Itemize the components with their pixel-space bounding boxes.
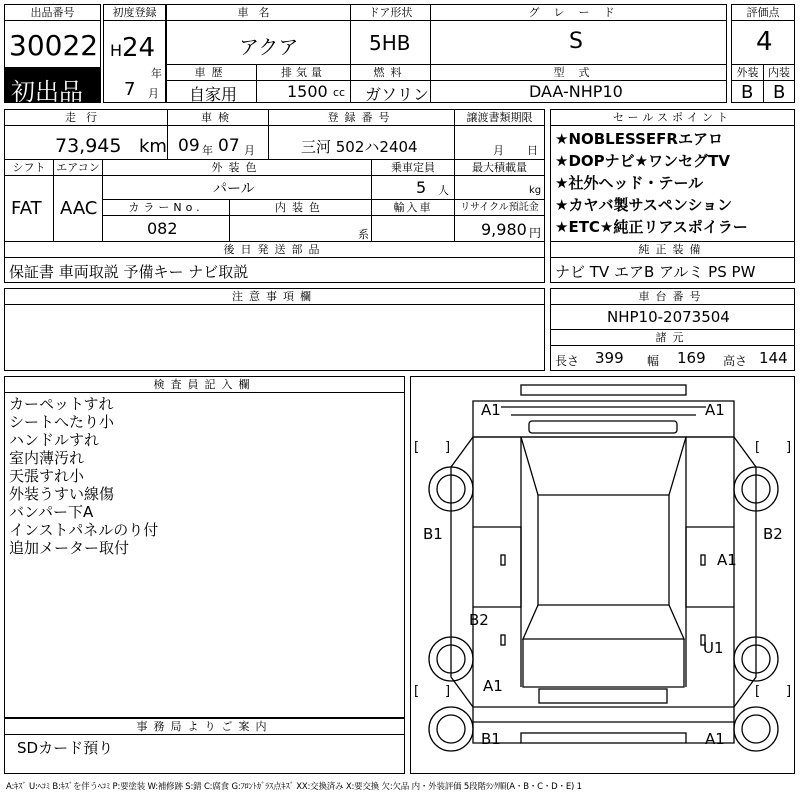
car-diagram: [411, 377, 795, 774]
office-label: 事務局よりご案内: [4, 718, 405, 735]
ac-cell: [53, 175, 103, 242]
lot-number: 30022: [9, 29, 99, 62]
inspection-month: 07: [218, 136, 240, 156]
width: 169: [677, 349, 706, 367]
office-note: SDカード預り: [17, 739, 114, 757]
chassis-number: NHP10-2073504: [607, 308, 730, 326]
first-reg-label: 初度登録: [103, 4, 166, 21]
displacement: 1500: [287, 82, 328, 101]
first-listing: 初出品: [11, 78, 83, 103]
history-label: 車歴: [166, 64, 257, 81]
mark-left-rear-door: B2: [469, 611, 489, 629]
recycle-label: リサイクル預託金: [454, 199, 545, 216]
length: 399: [595, 349, 624, 367]
bracket-right-rear: [: [755, 684, 761, 699]
interior: B: [773, 82, 786, 103]
history-cell: [166, 80, 257, 103]
color-no-cell: [102, 215, 230, 242]
grade-label: グレード: [430, 4, 727, 21]
plate: 三河 502ハ2404: [301, 138, 418, 156]
displacement-cell: [256, 80, 351, 103]
inspector-item-1: カーペットすれ: [9, 395, 114, 413]
transfer-day-unit: 日: [527, 144, 538, 157]
model-label: 型式: [430, 64, 727, 81]
inspector-item-9: 追加メーター取付: [9, 539, 130, 557]
bracket-left-front-close: ]: [445, 440, 451, 455]
recycle: 9,980: [481, 220, 527, 239]
sales-points-label: セールスポイント: [550, 109, 795, 126]
mileage: 73,945: [55, 135, 122, 157]
inspector-item-5: 天張すれ小: [9, 467, 85, 485]
mark-right-mid: A1: [717, 551, 737, 569]
mark-right-rear: U1: [703, 639, 724, 657]
plate-label: 登録番号: [268, 109, 455, 126]
capacity-unit: 人: [438, 184, 449, 197]
shift-cell: [4, 175, 54, 242]
model-cell: [430, 80, 727, 103]
bracket-right-front-close: ]: [786, 440, 792, 455]
first-reg-cell: [103, 20, 166, 103]
height: 144: [759, 349, 788, 367]
bracket-right-front: [: [755, 440, 761, 455]
dims-box: [550, 345, 795, 371]
later-parts-box: [4, 257, 545, 283]
length-label: 長さ: [555, 354, 580, 368]
score-cell: [731, 20, 795, 65]
exterior-cell: [731, 80, 764, 103]
score: 4: [756, 27, 773, 57]
mark-front-right: A1: [705, 401, 725, 419]
inspector-item-7: バンパー下A: [9, 503, 94, 521]
mark-front-left: A1: [481, 401, 501, 419]
reg-month: 7: [124, 79, 136, 100]
mark-rear-right: A1: [705, 730, 725, 748]
displacement-unit: cc: [333, 86, 346, 99]
capacity-cell: [371, 175, 455, 200]
notes-label: 注意事項欄: [4, 288, 545, 305]
sales-point-3: ★社外ヘッド・テール: [555, 174, 704, 192]
door-label: ドア形状: [350, 4, 431, 21]
legend: A:ｷｽﾞ U:ﾍｺﾐ B:ｷｽﾞを伴うﾍｺﾐ P:要塗装 W:補修跡 S:錆 C:腐食 G:ﾌﾛﾝﾄｶﾞﾗｽ点ｷｽﾞ XX:交換済み X:要交換 欠:欠品 内・外装評価 5段階ﾗﾝｸ順(A・B・C・D・E) 1: [6, 782, 582, 792]
recycle-cell: [454, 215, 545, 242]
exterior: B: [741, 82, 754, 103]
chassis-label: 車台番号: [550, 288, 795, 305]
inspection-label: 車検: [167, 109, 269, 126]
first-listing-badge: [4, 67, 101, 103]
inspector-item-6: 外装うすい線傷: [9, 485, 115, 503]
car-name: アクア: [239, 35, 299, 59]
genuine-box: [550, 257, 795, 283]
bracket-left-front: [: [414, 440, 420, 455]
sales-point-1: ★NOBLESSEFRエアロ: [555, 130, 723, 148]
mark-left-rear: A1: [483, 677, 503, 695]
score-label: 評価点: [731, 4, 795, 21]
bracket-left-rear-close: ]: [445, 684, 451, 699]
inspector-box: [4, 392, 405, 718]
reg-month-unit: 月: [148, 87, 159, 100]
inspector-item-2: シートへたり小: [9, 413, 115, 431]
transfer-label: 譲渡書類期限: [454, 109, 545, 126]
mark-left-door: B1: [423, 525, 443, 543]
inspector-item-3: ハンドルすれ: [9, 431, 100, 449]
door: 5HB: [369, 31, 411, 55]
interior-cell: [763, 80, 795, 103]
ac-label: エアコン: [53, 159, 103, 176]
sales-points-box: [550, 125, 795, 242]
grade-cell: [430, 20, 727, 65]
inspector-item-4: 室内薄汚れ: [9, 449, 85, 467]
fuel-cell: [350, 80, 431, 103]
history: 自家用: [189, 85, 238, 103]
load-cell: [454, 175, 545, 200]
load-label: 最大積載量: [454, 159, 545, 176]
transfer-month-unit: 月: [493, 144, 504, 157]
bracket-left-rear: [: [414, 684, 420, 699]
color-no-label: カラーNo.: [102, 199, 230, 216]
later-parts-label: 後日発送部品: [4, 241, 545, 258]
sales-point-2: ★DOPナビ★ワンセグTV: [555, 152, 730, 170]
door-cell: [350, 20, 431, 65]
import-cell: [371, 215, 455, 242]
dims-label: 諸元: [550, 329, 795, 346]
car-name-cell: [166, 20, 351, 65]
lot-label: 出品番号: [4, 4, 101, 21]
load-unit: kg: [529, 185, 542, 196]
mark-rear-left: B1: [481, 730, 501, 748]
recycle-unit: 円: [529, 226, 542, 240]
office-box: [4, 734, 405, 774]
genuine-label: 純正装備: [550, 241, 795, 258]
displacement-label: 排気量: [256, 64, 351, 81]
inspection-year-unit: 年: [202, 144, 213, 157]
notes-box: [4, 304, 545, 371]
inspection-year: 09: [178, 136, 200, 156]
model: DAA-NHP10: [529, 82, 623, 101]
exterior-label: 外装: [731, 64, 764, 81]
chassis-box: [550, 304, 795, 330]
lot-number-cell: [4, 20, 101, 68]
capacity: 5: [416, 178, 427, 197]
genuine: ナビ TV エアB アルミ PS PW: [555, 263, 756, 281]
int-color-cell: [229, 215, 372, 242]
shift-label: シフト: [4, 159, 54, 176]
inspector-label: 検査員記入欄: [4, 376, 405, 393]
int-color-unit: 系: [358, 228, 369, 241]
color-no: 082: [147, 219, 178, 238]
height-label: 高さ: [723, 354, 748, 368]
grade: S: [569, 29, 583, 54]
ac: AAC: [60, 198, 98, 219]
interior-label: 内装: [763, 64, 795, 81]
info-block: [4, 109, 545, 242]
header-block: [4, 4, 795, 103]
reg-year: 24: [122, 33, 156, 63]
inspection-month-unit: 月: [244, 144, 255, 157]
sales-point-4: ★カヤバ製サスペンション: [555, 196, 733, 214]
bracket-right-rear-close: ]: [786, 684, 792, 699]
ext-color-label: 外装色: [102, 159, 372, 176]
mileage-label: 走行: [4, 109, 168, 126]
fuel: ガソリン: [365, 85, 430, 103]
mileage-unit: km: [139, 136, 167, 157]
mark-right-door: B2: [763, 525, 783, 543]
shift: FAT: [11, 198, 42, 219]
fuel-label: 燃料: [350, 64, 431, 81]
ext-color: パール: [213, 181, 255, 197]
later-parts: 保証書 車両取説 予備キー ナビ取説: [9, 263, 249, 281]
width-label: 幅: [647, 354, 660, 368]
int-color-label: 内装色: [229, 199, 372, 216]
car-diagram-box: [410, 376, 795, 774]
capacity-label: 乗車定員: [371, 159, 455, 176]
reg-year-unit: 年: [151, 67, 162, 80]
sales-point-5: ★ETC★純正リアスポイラー: [555, 218, 748, 236]
import-label: 輸入車: [371, 199, 455, 216]
car-name-label: 車名: [166, 4, 351, 21]
inspector-item-8: インストパネルのり付: [9, 521, 159, 539]
reg-era: H: [110, 41, 123, 60]
ext-color-cell: [102, 175, 372, 200]
